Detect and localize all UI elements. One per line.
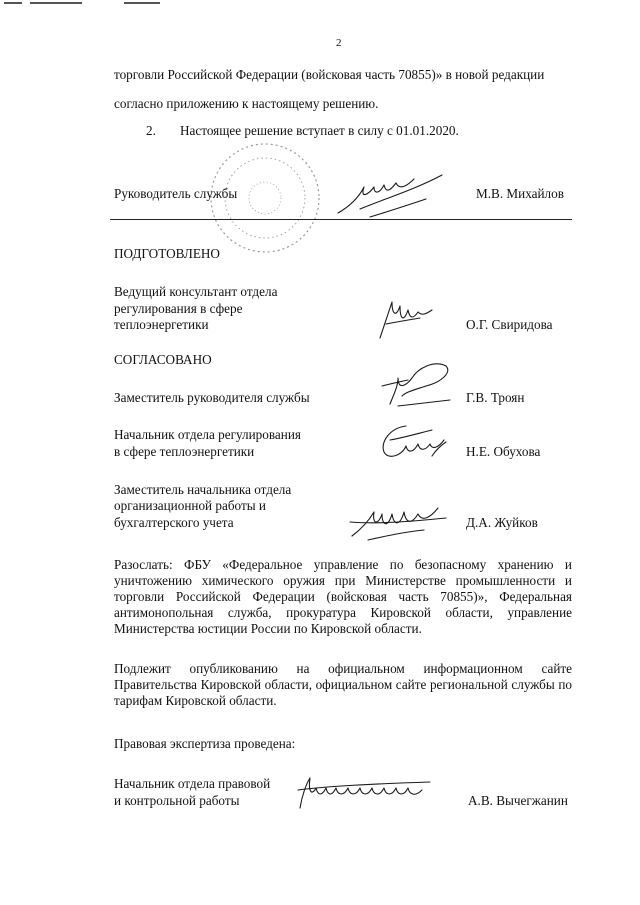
head-title: Руководитель службы (114, 186, 238, 201)
section-divider (110, 219, 572, 220)
clause-text: Настоящее решение вступает в силу с 01.01.2020. (180, 123, 459, 138)
intro-line-2: согласно приложению к настоящему решению. (114, 96, 379, 111)
agreed-signer-1-name: Г.В. Троян (466, 390, 525, 405)
prepared-name: О.Г. Свиридова (466, 317, 553, 332)
agreed-signer-3-position-2: организационной работы и (114, 498, 266, 513)
agreed-signer-1-signature (368, 356, 454, 412)
agreed-signer-3-position-1: Заместитель начальника отдела (114, 482, 292, 497)
distribution-list: Разослать: ФБУ «Федеральное управление по безопасному хранению и уничтожению химического оружия при Министерстве промышленности и торговли Российской Федерации (войсковая часть 70855)», Федеральная антимонопольная служба, прокуратура Кировской области, управление Министерства юстиции России по Кировской области. (114, 557, 572, 637)
agreed-signer-2-signature (372, 416, 450, 466)
agreed-signer-3-name: Д.А. Жуйков (466, 515, 538, 530)
legal-review-statement: Правовая экспертиза проведена: (114, 736, 296, 751)
prepared-position-2: регулирования в сфере (114, 301, 243, 316)
prepared-position-3: теплоэнергетики (114, 317, 209, 332)
intro-line-1: торговли Российской Федерации (войсковая часть 70855)» в новой редакции (114, 67, 545, 82)
prepared-heading: ПОДГОТОВЛЕНО (114, 246, 220, 261)
legal-review-position-1: Начальник отдела правовой (114, 776, 271, 791)
clause-number: 2. (146, 123, 156, 138)
legal-review-signature (290, 772, 436, 814)
page-number: 2 (336, 37, 342, 49)
head-name: М.В. Михайлов (476, 186, 564, 201)
agreed-signer-3-signature (346, 500, 450, 544)
agreed-signer-2-name: Н.Е. Обухова (466, 444, 541, 459)
legal-review-position-2: и контрольной работы (114, 793, 240, 808)
legal-review-name: А.В. Вычегжанин (468, 793, 568, 808)
agreed-signer-3-position-3: бухгалтерского учета (114, 515, 234, 530)
prepared-signature (374, 296, 436, 342)
head-signature (330, 165, 450, 219)
publication-note: Подлежит опубликованию на официальном информационном сайте Правительства Кировской области, официальном сайте региональной службы по тарифам Кировской области. (114, 661, 572, 709)
agreed-heading: СОГЛАСОВАНО (114, 352, 212, 367)
agreed-signer-2-position-1: Начальник отдела регулирования (114, 427, 301, 442)
prepared-position-1: Ведущий консультант отдела (114, 284, 278, 299)
agreed-signer-1-position: Заместитель руководителя службы (114, 390, 310, 405)
agreed-signer-2-position-2: в сфере теплоэнергетики (114, 444, 255, 459)
